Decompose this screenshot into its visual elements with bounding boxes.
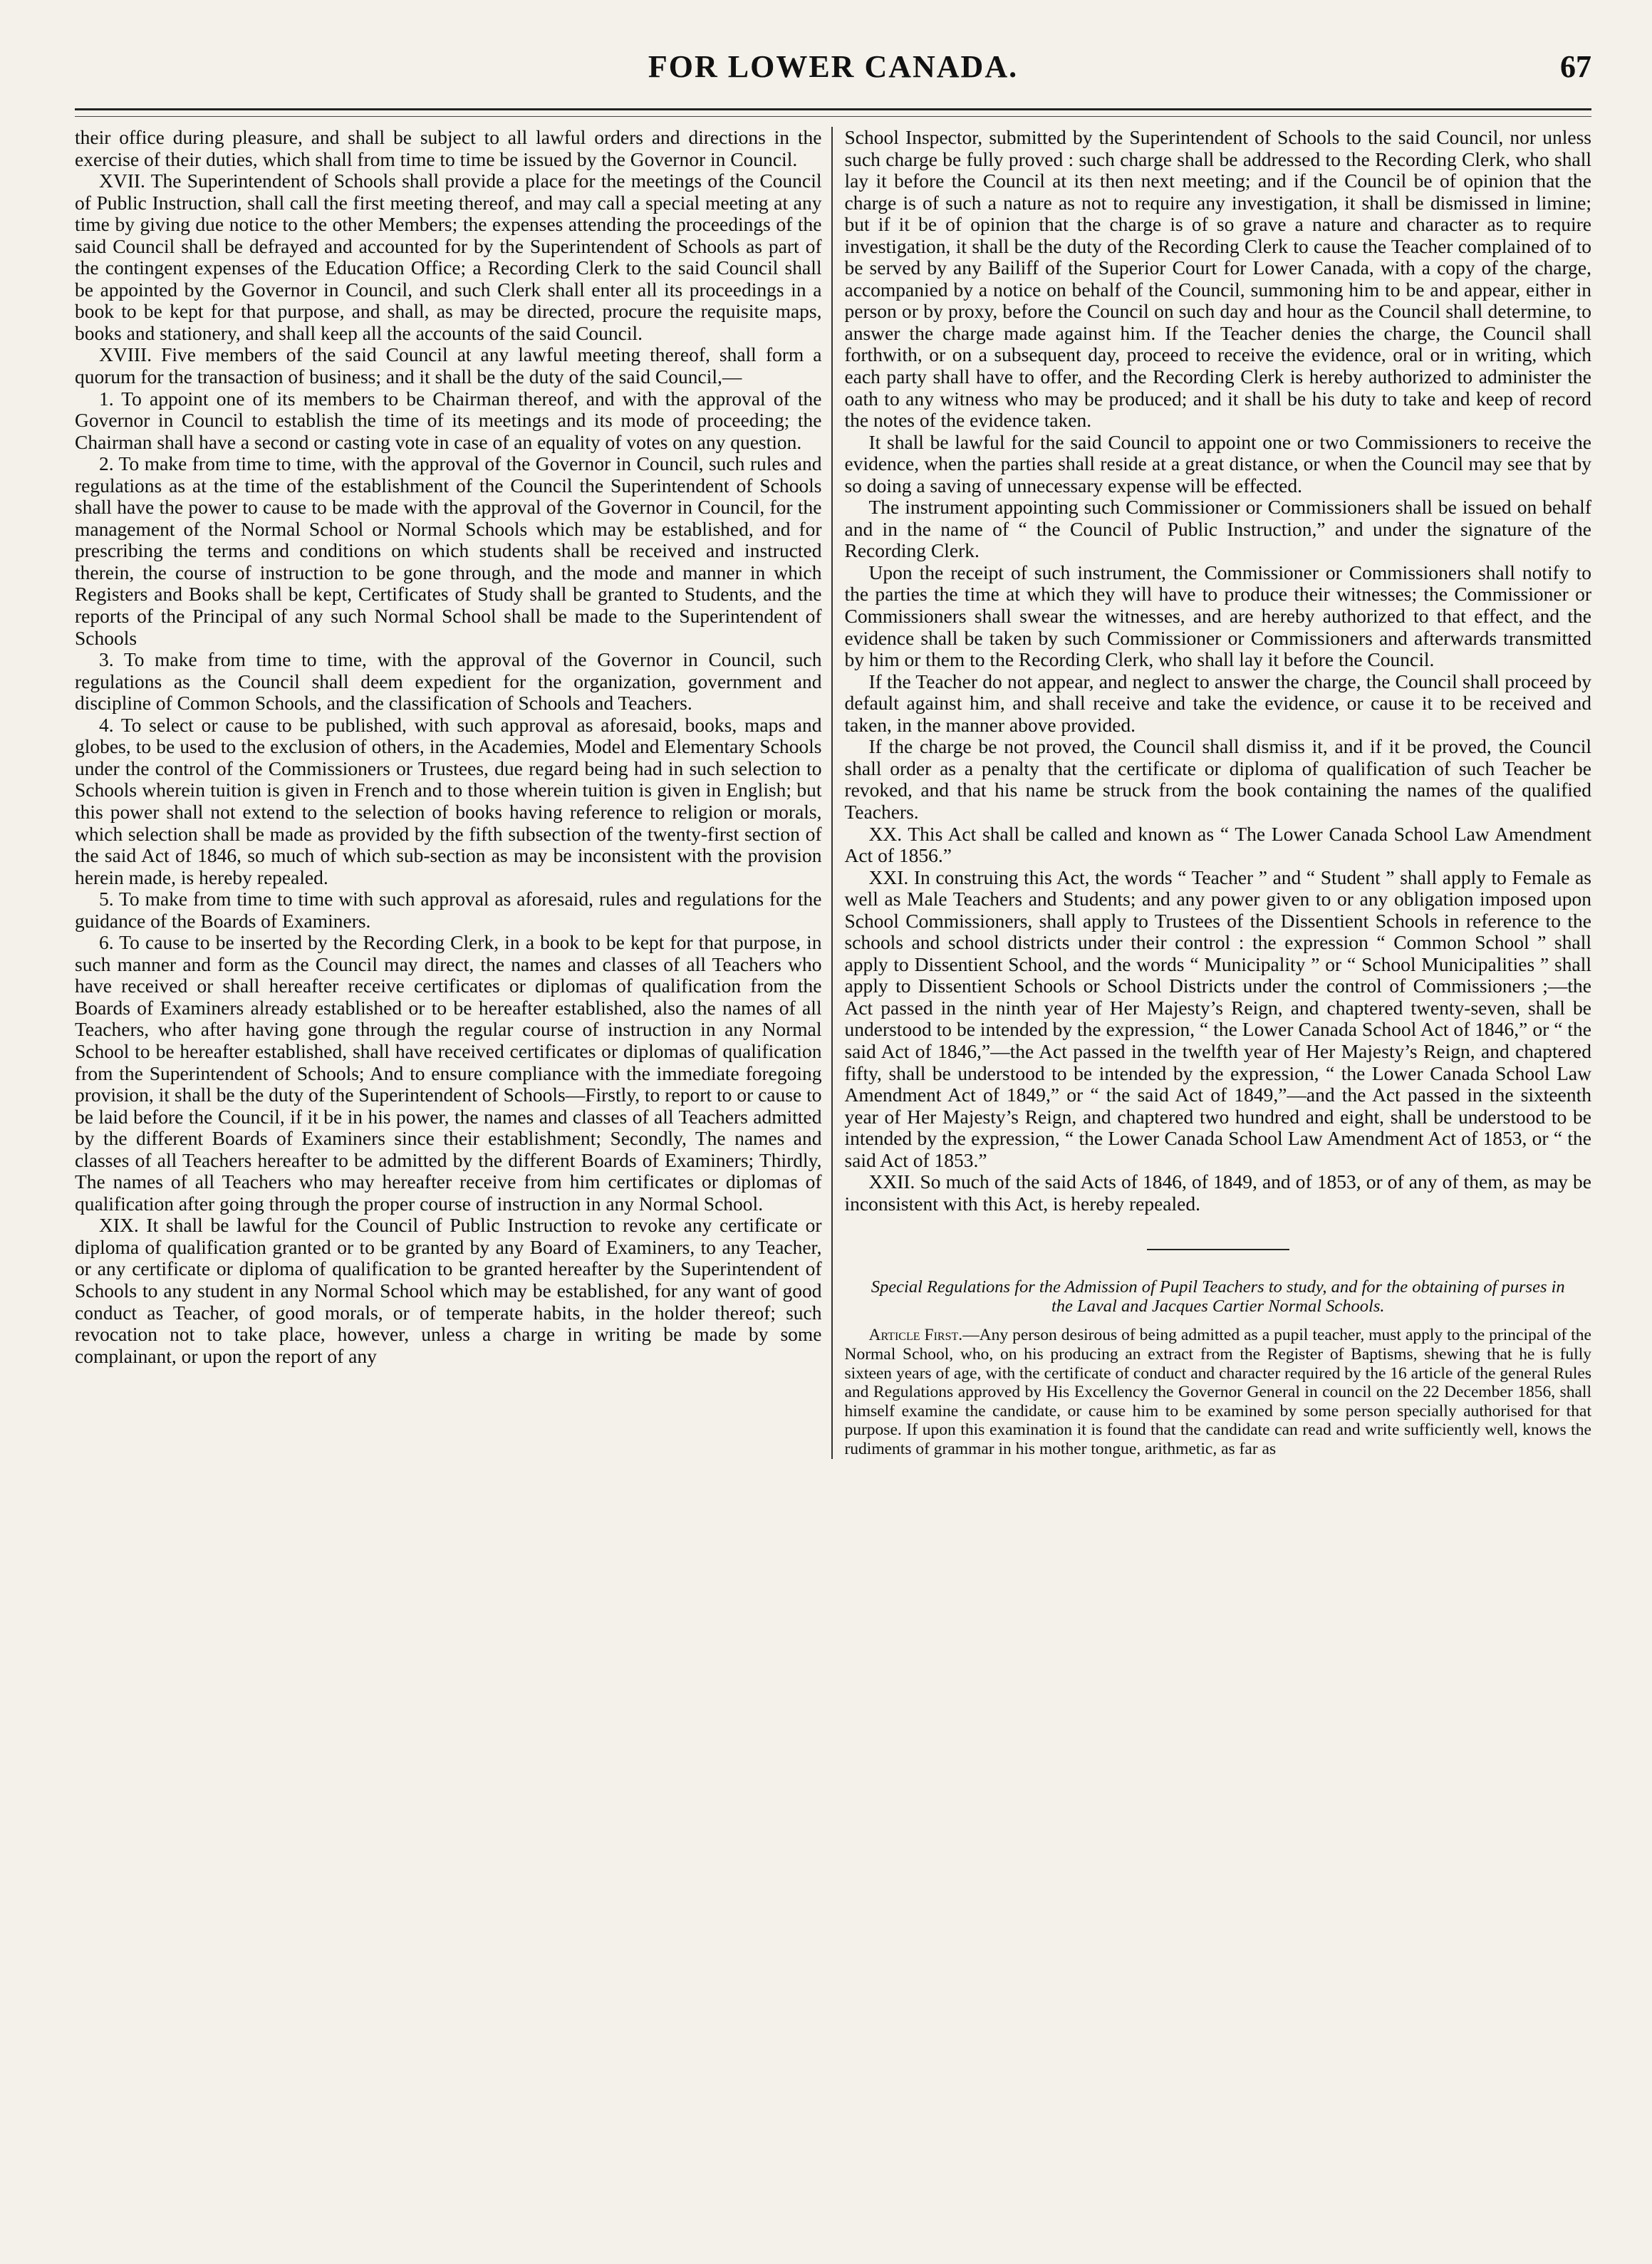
section-xviii: XVIII. Five members of the said Council at any lawful meeting thereof, shall form a quorum for the transaction of business; and it shall be the duty of the said Council,—	[75, 343, 822, 388]
section-xxii: XXII. So much of the said Acts of 1846, of 1849, and of 1853, or of any of them, as may be inconsistent with this Act, is hereby repealed.	[844, 1170, 1591, 1215]
clause-1: 1. To appoint one of its members to be Chairman thereof, and with the approval of the Governor in Council to establish the time of its meetings and its mode of proceeding; the Chairman shall have a second or casting vote in case of an equality of votes on any question.	[75, 387, 822, 453]
clause-2: 2. To make from time to time, with the approval of the Governor in Council, such rules and regulations as at the time of the establishment of the Council the Superintendent of Schools shall have the power to cause to be made with the approval of the Governor in Council, for the management of the Normal School or Normal Schools which may be established, and for prescribing the terms and conditions on which students shall be received and instructed therein, the course of instruction to be gone through, and the mode and manner in which Registers and Books shall be kept, Certificates of Study shall be granted to Students, and the reports of the Principal of any such Normal School shall be made to the Superintendent of Schools	[75, 452, 822, 649]
clause-3: 3. To make from time to time, with the approval of the Governor in Council, such regulations as the Council shall deem expedient for the organization, government and discipline of Common Schools, and the classification of Schools and Teachers.	[75, 648, 822, 715]
article-text: —Any person desirous of being admitted as a pupil teacher, must apply to the principal of the Normal School, who, on his producing an extract from the Register of Baptisms, shewing that he is fully sixteen years of age, with the certificate of conduct and character required by the 16 article of the general Rules and Regulations approved by His Excellency the Governor General in council on the 22 December 1856, shall himself examine the candidate, or cause him to be examined by some person specially authorised for that purpose. If upon this examination it is found that the candidate can read and write sufficiently well, knows the rudiments of grammar in his mother tongue, arithmetic, as far as	[844, 1326, 1591, 1458]
section-xix: XIX. It shall be lawful for the Council of Public Instruction to revoke any certificate or diploma of qualification granted or to be granted by any Board of Examiners, to any Teacher, or any certificate or diploma of qualification to be granted hereafter by the Superintendent of Schools to any student in any Normal School which may be established, for any want of good conduct as Teacher, of good morals, or of temperate habits, in the holder thereof; such revocation not to take place, however, unless a charge in writing be made by some complainant, or upon the report of any	[75, 1214, 822, 1367]
page-number: 67	[1560, 49, 1591, 84]
paragraph: The instrument appointing such Commissioner or Commissioners shall be issued on behalf and in the name of “ the Council of Public Instruction,” and under the signature of the Recording Clerk.	[844, 496, 1591, 562]
paragraph: School Inspector, submitted by the Superintendent of Schools to the said Council, nor unless such charge be fully proved : such charge shall be addressed to the Recording Clerk, who shall lay it before the Council at its then next meeting; and if the Council be of opinion that the charge is of such a nature as not to require any investigation, it shall be dismissed in limine; but if it be of opinion that the charge is of so grave a nature and character as to require investigation, it shall be the duty of the Recording Clerk to cause the Teacher complained of to be served by any Bailiff of the Superior Court for Lower Canada, with a copy of the charge, accompanied by a notice on behalf of the Council, summoning him to be and appear, either in person or by proxy, before the Council on such day and hour as the Council shall determine, to answer the charge made against him. If the Teacher denies the charge, the Council shall forthwith, or on a subsequent day, proceed to receive the evidence, oral or in writing, which each party shall have to offer, and the Recording Clerk is hereby authorized to administer the oath to any witness who may be produced; and it shall be his duty to take and keep of record the notes of the evidence taken.	[844, 126, 1591, 432]
section-xvii: XVII. The Superintendent of Schools shall provide a place for the meetings of the Council of Public Instruction, shall call the first meeting thereof, and may call a special meeting at any time by giving due notice to the other Members; the expenses attending the proceedings of the said Council shall be defrayed and accounted for by the Superintendent of Schools as part of the contingent expenses of the Education Office; a Recording Clerk to the said Council shall be appointed by the Governor in Council, and such Clerk shall enter all its proceedings in a book to be kept for that purpose, and shall, as may be directed, procure the requisite maps, books and stationery, and shall keep all the accounts of the said Council.	[75, 170, 822, 344]
article-label: Article First.	[868, 1326, 963, 1345]
section-separator	[1147, 1249, 1289, 1250]
regulations-title: Special Regulations for the Admission of Pupil Teachers to study, and for the obtaining of purses in the Laval and Jacques Cartier Normal Schools.	[871, 1277, 1565, 1317]
two-column-body	[75, 127, 1591, 1459]
clause-6: 6. To cause to be inserted by the Recording Clerk, in a book to be kept for that purpose, in such manner and form as the Council may direct, the names and classes of all Teachers who have received or shall hereafter receive certificates or diplomas of qualification from the Boards of Examiners already established or to be hereafter established, also the names of all Teachers, who after having gone through the regular course of instruction in any Normal School to be hereafter established, shall have received certificates or diplomas of qualification from the Superintendent of Schools; And to ensure compliance with the immediate foregoing provision, it shall be the duty of the Superintendent of Schools—Firstly, to report to or cause to be laid before the Council, if it be in his power, the names and classes of all Teachers admitted by the different Boards of Examiners since their establishment; Secondly, The names and classes of all Teachers hereafter to be admitted by the different Boards of Examiners; Thirdly, The names of all Teachers who may hereafter receive from him certificates or diplomas of qualification after going through the proper course of instruction in any Normal School.	[75, 931, 822, 1215]
paragraph: If the Teacher do not appear, and neglect to answer the charge, the Council shall proceed by default against him, and shall receive and take the evidence, or cause it to be received and taken, in the manner above provided.	[844, 670, 1591, 736]
left-column	[75, 127, 822, 1459]
paragraph: their office during pleasure, and shall be subject to all lawful orders and directions in the exercise of their duties, which shall from time to time be issued by the Governor in Council.	[75, 126, 822, 170]
running-title: FOR LOWER CANADA.	[648, 49, 1019, 84]
paragraph: If the charge be not proved, the Council shall dismiss it, and if it be proved, the Council shall order as a penalty that the certificate or diploma of qualification of such Teacher be revoked, and that his name be struck from the book containing the names of the qualified Teachers.	[844, 735, 1591, 823]
paragraph: Upon the receipt of such instrument, the Commissioner or Commissioners shall notify to the parties the time at which they will have to produce their witnesses; the Commissioner or Commissioners shall swear the witnesses, and are hereby authorized to that effect, and the evidence shall be taken by such Commissioner or Commissioners and afterwards transmitted by him or them to the Recording Clerk, who shall lay it before the Council.	[844, 561, 1591, 671]
clause-5: 5. To make from time to time with such approval as aforesaid, rules and regulations for the guidance of the Boards of Examiners.	[75, 888, 822, 932]
right-column	[844, 127, 1591, 1459]
header-rule	[75, 108, 1591, 117]
page-header	[75, 36, 1591, 107]
article-first	[844, 1326, 1591, 1458]
clause-4: 4. To select or cause to be published, with such approval as aforesaid, books, maps and globes, to be used to the exclusion of others, in the Academies, Model and Elementary Schools under the control of the Commissioners or Trustees, due regard being had in such selection to Schools wherein tuition is given in French and to those wherein tuition is given in English; but this power shall not extend to the selection of books having reference to religion or morals, which selection shall be made as provided by the fifth subsection of the twenty-first section of the said Act of 1846, so much of which sub-section as may be inconsistent with the provision herein made, is hereby repealed.	[75, 713, 822, 888]
column-divider	[831, 127, 837, 1459]
section-xxi: XXI. In construing this Act, the words “ Teacher ” and “ Student ” shall apply to Female as well as Male Teachers and Students; and any power given to or any obligation imposed upon School Commissioners, shall apply to Trustees of the Dissentient Schools in reference to the schools and school districts under their control : the expression “ Common School ” shall apply to Dissentient School, and the words “ Municipality ” or “ School Municipalities ” shall apply to Dissentient Schools or School Districts under the control of Commissioners ;—the Act passed in the ninth year of Her Majesty’s Reign, and chaptered twenty-seven, shall be understood to be intended by the expression, “ the Lower Canada School Act of 1846,” or “ the said Act of 1846,”—the Act passed in the twelfth year of Her Majesty’s Reign, and chaptered fifty, shall be understood to be intended by the expression, “ the Lower Canada School Law Amendment Act of 1849,” or “ the said Act of 1849,”—and the Act passed in the sixteenth year of Her Majesty’s Reign, and chaptered two hundred and eight, shall be understood to be intended by the expression, “ the Lower Canada School Law Amendment Act of 1853, or “ the said Act of 1853.”	[844, 866, 1591, 1171]
section-xx: XX. This Act shall be called and known as “ The Lower Canada School Law Amendment Act of 1856.”	[844, 822, 1591, 867]
paragraph: It shall be lawful for the said Council to appoint one or two Commissioners to receive the evidence, when the parties shall reside at a great distance, or when the Council may see that by so doing a saving of unnecessary expense will be effected.	[844, 430, 1591, 497]
